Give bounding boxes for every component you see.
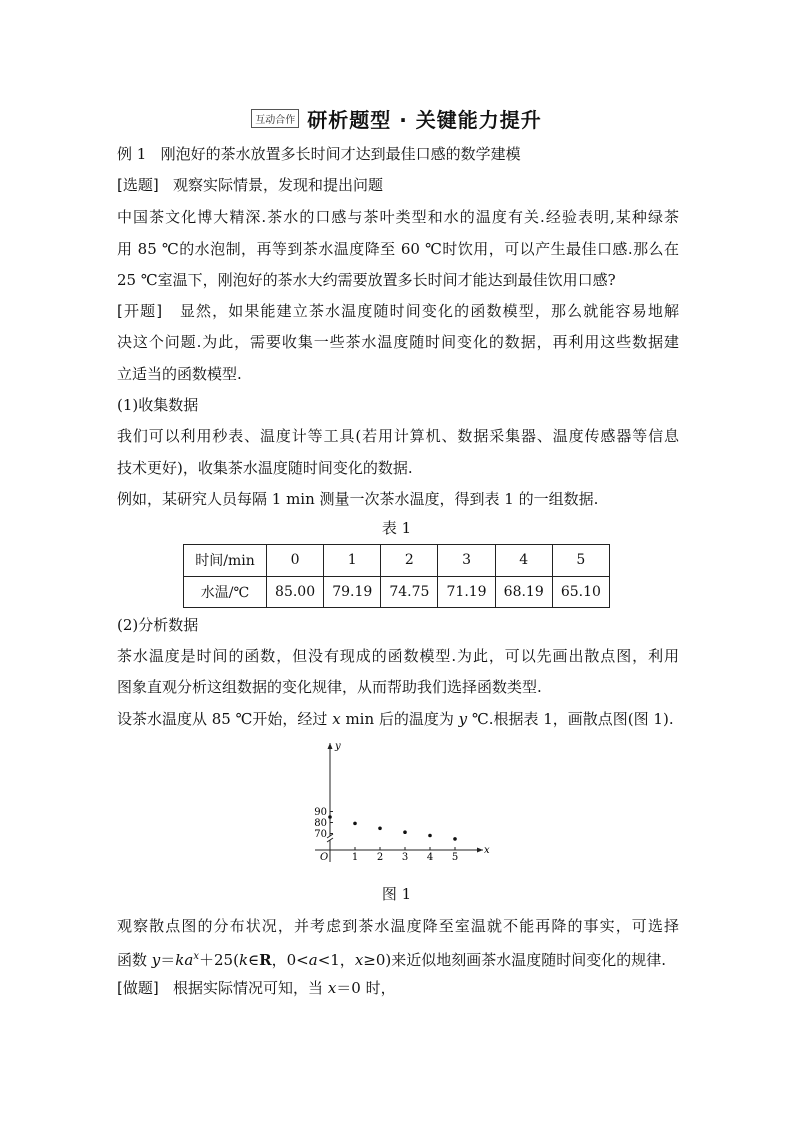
obs-text: ≥0)来近似地刻画茶水温度随时间变化的规律. xyxy=(363,951,667,969)
obs-text: ∈ xyxy=(248,951,260,969)
table-header-temp: 水温/℃ xyxy=(184,576,267,608)
var-y: y xyxy=(151,951,161,969)
data-point xyxy=(328,815,332,819)
problem-line-3: 25 ℃室温下，刚泡好的茶水大约需要放置多长时间才能达到最佳饮用口感? xyxy=(117,271,616,289)
problem-line-2: 用 85 ℃的水泡制，再等到茶水温度降至 60 ℃时饮用，可以产生最佳口感.那么在 xyxy=(117,240,679,258)
example-label: 例 1 xyxy=(117,145,147,163)
origin-label: O xyxy=(320,852,329,863)
table-cell-temp: 79.19 xyxy=(324,576,381,608)
zuoti-paragraph xyxy=(117,972,679,1004)
table-cell-time: 5 xyxy=(552,545,609,577)
table-cell-temp: 85.00 xyxy=(267,576,324,608)
section-badge: 互动合作 xyxy=(251,109,299,128)
table-cell-temp: 71.19 xyxy=(438,576,495,608)
step1-line-2: 技术更好)，收集茶水温度随时间变化的数据. xyxy=(117,459,413,477)
x-tick-label: 3 xyxy=(401,852,409,863)
var-x: x xyxy=(332,710,341,728)
table-cell-time: 4 xyxy=(495,545,552,577)
obs-text: ＝ xyxy=(160,951,176,969)
y-tick-label: 70 xyxy=(314,829,327,840)
x-tick-label: 5 xyxy=(451,852,459,863)
var-x: x xyxy=(327,979,337,997)
data-table xyxy=(183,544,610,608)
step2-line-3 xyxy=(117,703,679,735)
example-text: 刚泡好的茶水放置多长时间才达到最佳口感的数学建模 xyxy=(160,145,521,163)
var-k: k xyxy=(238,951,249,969)
kaiti-text: 显然，如果能建立茶水温度随时间变化的函数模型，那么就能容易地解 xyxy=(179,302,679,320)
obs-text: 函数 xyxy=(117,951,148,969)
figure-caption: 图 1 xyxy=(381,885,412,903)
table-cell-time: 3 xyxy=(438,545,495,577)
xuanti-paragraph xyxy=(117,169,679,201)
set-r: R xyxy=(259,951,272,969)
x-tick-label: 1 xyxy=(351,852,359,863)
step2-heading: (2)分析数据 xyxy=(117,616,199,634)
table-row-time xyxy=(184,545,610,577)
table-cell-temp: 68.19 xyxy=(495,576,552,608)
exponent-x: x xyxy=(193,951,199,962)
obs-text: ＋25( xyxy=(198,951,239,969)
kaiti-label: [开题] xyxy=(117,302,163,320)
xuanti-text: 观察实际情景，发现和提出问题 xyxy=(173,176,384,194)
data-point xyxy=(428,834,432,838)
var-x: x xyxy=(354,951,364,969)
step2-text-b: min 后的温度为 xyxy=(345,710,454,728)
problem-line-1: 中国茶文化博大精深.茶水的口感与茶叶类型和水的温度有关.经验表明,某种绿茶 xyxy=(117,208,679,226)
zuoti-text-a: 根据实际情况可知，当 xyxy=(173,979,324,997)
var-a: a xyxy=(308,951,318,969)
step2-line-2: 图象直观分析这组数据的变化规律，从而帮助我们选择函数类型. xyxy=(117,678,542,696)
kaiti-line-2: 决这个问题.为此，需要收集一些茶水温度随时间变化的数据，再利用这些数据建 xyxy=(117,333,679,351)
x-axis-label: x xyxy=(484,845,490,856)
step1-line-1: 我们可以利用秒表、温度计等工具(若用计算机、数据采集器、温度传感器等信息 xyxy=(117,427,679,445)
table-header-time: 时间/min xyxy=(184,545,267,577)
observation-line-2 xyxy=(117,941,679,976)
data-point xyxy=(353,822,357,826)
y-tick-label: 80 xyxy=(314,818,327,829)
y-tick-label: 90 xyxy=(314,807,327,818)
var-k: k xyxy=(175,951,185,969)
kaiti-line-1 xyxy=(117,295,679,327)
kaiti-line-3: 立适当的函数模型. xyxy=(117,365,242,383)
data-point xyxy=(453,837,457,841)
obs-text: ，0< xyxy=(271,951,309,969)
x-axis-arrow xyxy=(477,848,483,853)
table-cell-time: 2 xyxy=(381,545,438,577)
table-caption: 表 1 xyxy=(381,519,412,537)
step2-text-c: ℃.根据表 1，画散点图(图 1). xyxy=(471,710,674,728)
x-tick-label: 4 xyxy=(426,852,434,863)
step1-line-3: 例如，某研究人员每隔 1 min 测量一次茶水温度，得到表 1 的一组数据. xyxy=(117,490,599,508)
step2-line-1: 茶水温度是时间的函数，但没有现成的函数模型.为此，可以先画出散点图，利用 xyxy=(117,647,679,665)
table-row-temp xyxy=(184,576,610,608)
xuanti-label: [选题] xyxy=(117,176,159,194)
step2-text-a: 设茶水温度从 85 ℃开始，经过 xyxy=(117,710,328,728)
data-point xyxy=(403,830,407,834)
var-y: y xyxy=(458,710,468,728)
y-axis-arrow xyxy=(328,743,333,749)
x-tick-label: 2 xyxy=(376,852,384,863)
table-cell-temp: 74.75 xyxy=(381,576,438,608)
section-title: 研析题型 · 关键能力提升 xyxy=(307,108,542,132)
var-a: a xyxy=(184,951,194,969)
obs-text: <1， xyxy=(317,951,355,969)
data-point xyxy=(378,826,382,830)
zuoti-label: [做题] xyxy=(117,979,159,997)
section-header xyxy=(0,104,793,133)
observation-line-1: 观察散点图的分布状况，并考虑到茶水温度降至室温就不能再降的事实，可选择 xyxy=(117,917,679,935)
zuoti-text-b: ＝0 时， xyxy=(336,979,396,997)
scatter-chart xyxy=(305,738,495,866)
y-axis-label: y xyxy=(335,741,341,752)
table-cell-time: 1 xyxy=(324,545,381,577)
table-cell-time: 0 xyxy=(267,545,324,577)
example-heading xyxy=(117,138,679,170)
table-cell-temp: 65.10 xyxy=(552,576,609,608)
step1-heading: (1)收集数据 xyxy=(117,396,199,414)
